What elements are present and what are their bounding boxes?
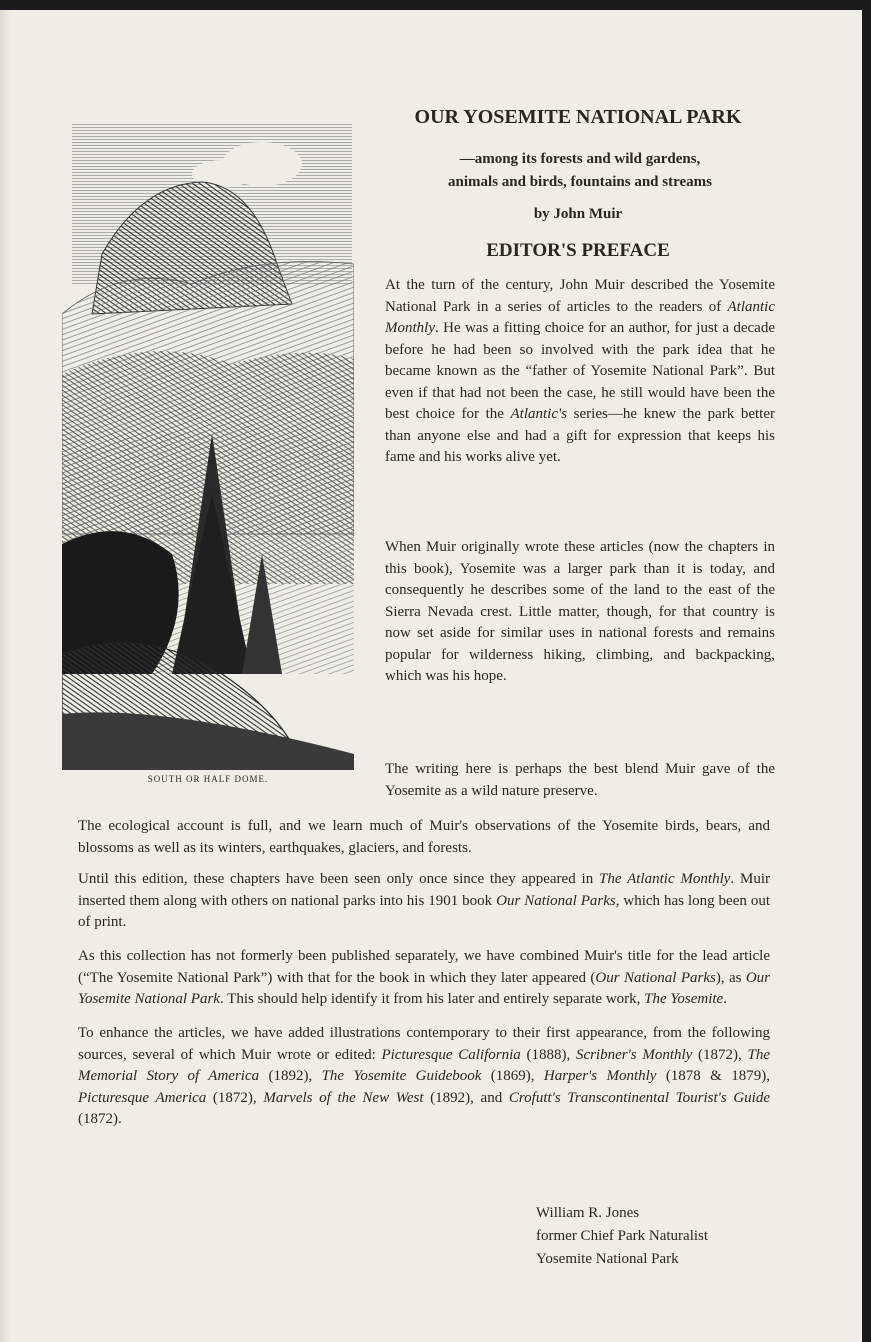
italic-title: Our National Parks	[496, 892, 616, 909]
italic-title: The Atlantic Monthly	[599, 871, 731, 887]
page-gutter-shadow	[0, 10, 10, 1342]
preface-paragraph-5: Until this edition, these chapters have been seen only once since they appeared in The Atlantic Monthly. Muir inserted them along with others on national parks into his 1901 book Our National Parks, which has long been out of print.	[78, 871, 771, 930]
preface-paragraph-3: The writing here is perhaps the best blend Muir gave of the Yosemite as a wild nature preserve.	[385, 761, 775, 799]
italic-title: Our National Parks	[595, 969, 716, 986]
italic-title: Crofutt's Transcontinental Tourist's Guide	[508, 1089, 770, 1106]
italic-title: Atlantic Monthly	[385, 298, 775, 336]
book-page	[0, 10, 862, 1342]
half-dome-engraving	[62, 114, 354, 770]
preface-paragraph-6: As this collection has not formerly been published separately, we have combined Muir's title for the lead article (“The Yosemite National Park”) with that for the book in which they later appeared (Our National Parks), as Our Yosemite National Park. This should help identify it from his later and entirely separate work, The Yosemite.	[78, 948, 770, 1007]
italic-title: Scribner's Monthly	[575, 1046, 693, 1063]
illustration-caption: SOUTH OR HALF DOME.	[147, 774, 269, 784]
italic-title: Atlantic's	[510, 406, 568, 422]
author-byline: by John Muir	[533, 206, 623, 222]
section-heading: EDITOR'S PREFACE	[486, 240, 670, 261]
preface-paragraph-4: The ecological account is full, and we learn much of Muir's observations of the Yosemite birds, bears, and blossoms as well as its winters, earthquakes, glaciers, and forests.	[78, 818, 770, 856]
subtitle-line-2: animals and birds, fountains and streams	[448, 174, 712, 190]
preface-paragraph-1: At the turn of the century, John Muir described the Yosemite National Park in a series of articles to the readers of Atlantic Monthly. He was a fitting choice for an author, for just a decade before he had been so involved with the park idea that he became known as the “father of Yosemite National Park”. But even if that had not been the case, he still would have been the best choice for the Atlantic's series—he knew the park better than anyone else and had a gift for expression that keeps his fame and his works alive yet.	[385, 277, 775, 465]
italic-title: Picturesque California	[381, 1046, 521, 1063]
italic-title: The Memorial Story of America	[78, 1046, 770, 1084]
italic-title: The Yosemite	[644, 991, 724, 1007]
preface-paragraph-2: When Muir originally wrote these articles (now the chapters in this book), Yosemite was a larger park than it is today, and consequently he describes some of the land to the east of the Sierra Nevada crest. Little matter, though, for that country is now set aside for similar uses in national forests and remains popular for wilderness hiking, climbing, and backpacking, which was his hope.	[385, 539, 775, 684]
book-title: OUR YOSEMITE NATIONAL PARK	[414, 106, 742, 128]
italic-title: Picturesque America	[78, 1089, 207, 1106]
italic-title: Marvels of the New West	[263, 1089, 424, 1106]
preface-paragraph-7: To enhance the articles, we have added illustrations contemporary to their first appearance, from the following sources, several of which Muir wrote or edited: Picturesque California (1888), Scribner's Monthly (1872), The Memorial Story of America (1892), The Yosemite Guidebook (1869), Harper's Monthly (1878 & 1879), Picturesque America (1872), Marvels of the New West (1892), and Crofutt's Transcontinental Tourist's Guide (1872).	[78, 1025, 770, 1127]
book-subtitle	[382, 148, 778, 194]
signature-role: former Chief Park Naturalist	[536, 1228, 709, 1244]
signature-org: Yosemite National Park	[536, 1251, 679, 1267]
italic-title: The Yosemite Guidebook	[321, 1068, 482, 1084]
signature-block	[536, 1202, 796, 1271]
italic-title: Harper's Monthly	[543, 1068, 657, 1084]
subtitle-line-1: —among its forests and wild gardens,	[459, 151, 701, 167]
italic-title: Our Yosemite National Park	[78, 969, 770, 1007]
signature-name: William R. Jones	[536, 1205, 640, 1221]
